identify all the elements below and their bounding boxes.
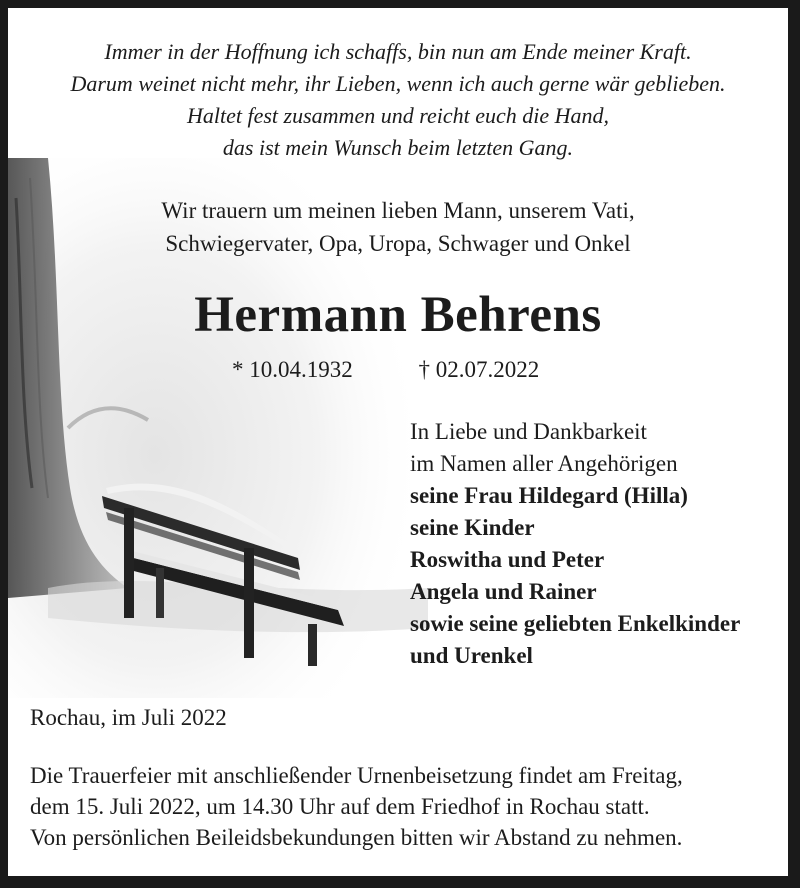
mourners (410, 416, 740, 672)
family-member: Roswitha und Peter (410, 547, 605, 572)
poem-line: Haltet fest zusammen und reicht euch die Hand, (187, 103, 609, 128)
place-date: Rochau, im Juli 2022 (30, 705, 227, 730)
mourners-line: In Liebe und Dankbarkeit (410, 419, 647, 444)
poem-line: Immer in der Hoffnung ich schaffs, bin nun am Ende meiner Kraft. (104, 39, 692, 64)
family-member: sowie seine geliebten Enkelkinder (410, 611, 741, 636)
family-member: seine Kinder (410, 515, 535, 540)
family-member: seine Frau Hildegard (Hilla) (410, 483, 688, 508)
poem (8, 36, 788, 164)
service-line: Die Trauerfeier mit anschließender Urnenbeisetzung findet am Freitag, (30, 763, 683, 788)
obituary-notice (6, 6, 790, 878)
service-line: dem 15. Juli 2022, um 14.30 Uhr auf dem Friedhof in Rochau statt. (30, 794, 650, 819)
deceased-name: Hermann Behrens (194, 287, 602, 343)
intro-text (8, 194, 788, 260)
death-date: † 02.07.2022 (418, 357, 540, 382)
intro-line: Schwiegervater, Opa, Uropa, Schwager und Onkel (165, 231, 631, 256)
mourners-line: im Namen aller Angehörigen (410, 451, 678, 476)
poem-line: Darum weinet nicht mehr, ihr Lieben, wenn ich auch gerne wär geblieben. (70, 71, 726, 96)
life-dates (232, 354, 539, 386)
intro-line: Wir trauern um meinen lieben Mann, unserem Vati, (161, 198, 635, 223)
birth-date: * 10.04.1932 (232, 357, 353, 382)
service-line: Von persönlichen Beileidsbekundungen bitten wir Abstand zu nehmen. (30, 825, 683, 850)
service-info (30, 760, 770, 853)
family-member: Angela und Rainer (410, 579, 597, 604)
family-member: und Urenkel (410, 643, 533, 668)
poem-line: das ist mein Wunsch beim letzten Gang. (222, 135, 574, 160)
